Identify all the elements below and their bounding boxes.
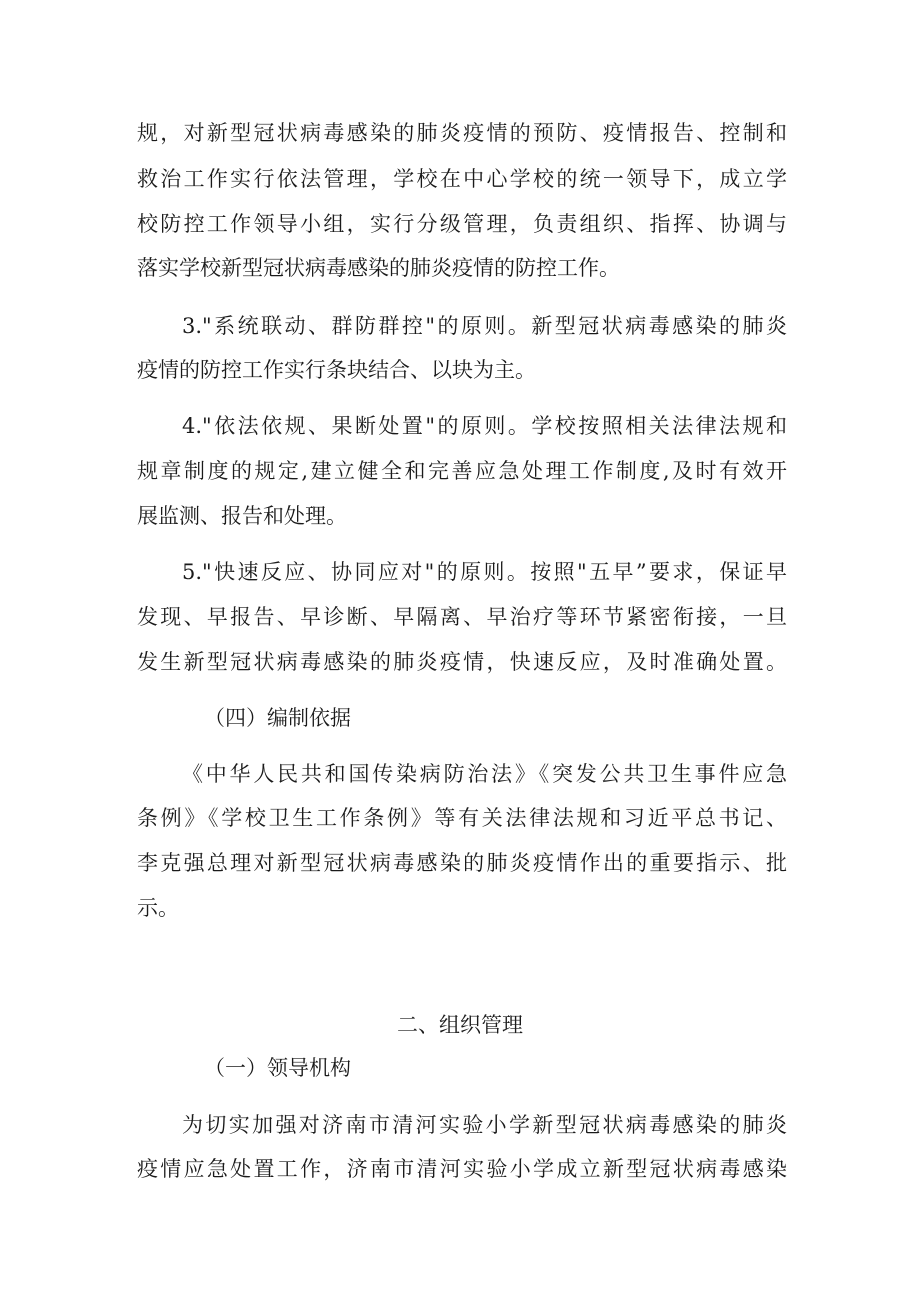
paragraph-line: 落实学校新型冠状病毒感染的肺炎疫情的防控工作。 [137, 256, 620, 280]
paragraph-line: 5."快速反应、协同应对"的原则。按照"五早”要求，保证早 [182, 560, 787, 584]
paragraph-line: 规，对新型冠状病毒感染的肺炎疫情的预防、疫情报告、控制和 [137, 121, 787, 145]
paragraph-line: 4."依法依规、果断处置"的原则。学校按照相关法律法规和 [182, 414, 787, 438]
paragraph-line: 《中华人民共和国传染病防治法》《突发公共卫生事件应急 [182, 762, 787, 786]
section-title: 二、组织管理 [397, 1013, 523, 1037]
paragraph-line: 李克强总理对新型冠状病毒感染的肺炎疫情作出的重要指示、批 [137, 851, 787, 875]
paragraph-line: 发现、早报告、早诊断、早隔离、早治疗等环节紧密衔接，一旦 [137, 605, 787, 629]
paragraph-line: 3."系统联动、群防群控"的原则。新型冠状病毒感染的肺炎 [182, 314, 787, 338]
paragraph-line: 展监测、报告和处理。 [137, 504, 347, 528]
paragraph-line: 发生新型冠状病毒感染的肺炎疫情，快速反应，及时准确处置。 [137, 650, 787, 674]
subsection-heading: （一）领导机构 [204, 1056, 351, 1080]
paragraph-line: 疫情的防控工作实行条块结合、以块为主。 [137, 358, 536, 382]
paragraph-line: 规章制度的规定,建立健全和完善应急处理工作制度,及时有效开 [137, 459, 787, 483]
paragraph-line: 疫情应急处置工作，济南市清河实验小学成立新型冠状病毒感染 [137, 1157, 787, 1181]
paragraph-line: 为切实加强对济南市清河实验小学新型冠状病毒感染的肺炎 [182, 1113, 787, 1137]
paragraph-line: 救治工作实行依法管理，学校在中心学校的统一领导下，成立学 [137, 167, 787, 191]
paragraph-line: 校防控工作领导小组，实行分级管理，负责组织、指挥、协调与 [137, 212, 787, 236]
paragraph-line: 示。 [137, 896, 179, 920]
paragraph-line: 条例》《学校卫生工作条例》等有关法律法规和习近平总书记、 [137, 806, 787, 830]
subsection-heading: （四）编制依据 [204, 706, 351, 730]
